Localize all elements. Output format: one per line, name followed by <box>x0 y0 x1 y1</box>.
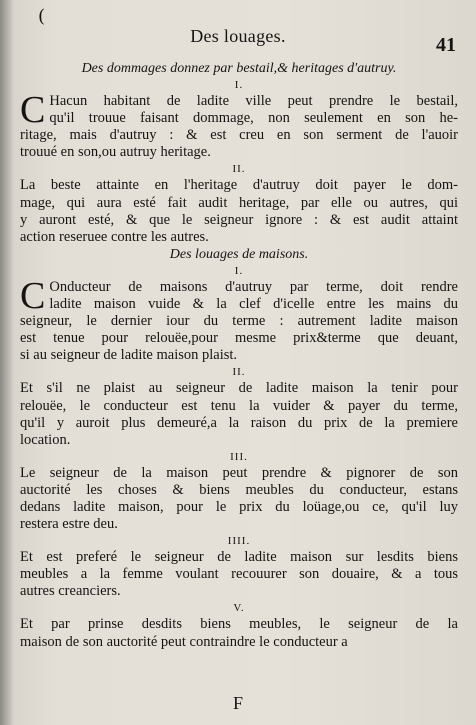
page-number: 41 <box>436 34 456 56</box>
text-line: qu'il trouue faisant dommage, non seulement en son he- <box>49 110 458 127</box>
text-line: Et par prinse desdits biens meubles, le seigneur de la <box>20 616 458 633</box>
running-head: Des louages. <box>190 26 286 46</box>
article-paragraph <box>20 89 458 161</box>
article-paragraph <box>20 274 458 364</box>
text-line: Hacun habitant de ladite ville peut prendre le bestail, <box>49 93 458 110</box>
text-line: qu'il y auroit plus demeuré,a la raison du prix de la premiere <box>20 414 458 431</box>
corner-mark: ( <box>38 6 46 27</box>
article-number: I. <box>234 264 244 277</box>
article-number: IIII. <box>227 535 251 548</box>
text-line: y auront esté, & que le seigneur ignore : & est audit attaint <box>20 211 458 228</box>
drop-cap: C <box>20 89 46 132</box>
text-line: location. <box>20 431 71 448</box>
text-line: auctorité les choses & biens meubles du conducteur, estans <box>20 481 458 498</box>
text-line: Onducteur de maisons d'autruy par terme, doit rendre <box>49 278 458 295</box>
text-line: action reseruee contre les autres. <box>20 228 209 245</box>
article-number: II. <box>232 163 246 176</box>
text-line: autres creanciers. <box>20 583 121 600</box>
section-title: Des louages de maisons. <box>169 246 309 262</box>
article-paragraph <box>20 549 458 600</box>
text-line: ritage, mais d'autruy : & est creu en son serment de l'auoir <box>20 127 458 144</box>
body-text <box>20 60 458 651</box>
article-number: V. <box>233 602 245 615</box>
text-line: meubles a la femme voulant recouurer son douaire, & a tous <box>20 566 458 583</box>
text-line: Et s'il ne plaist au seigneur de ladite maison la tenir pour <box>20 380 458 397</box>
article-paragraph <box>20 616 458 650</box>
signature-mark: F <box>232 693 243 713</box>
article-paragraph <box>20 177 458 245</box>
article-paragraph <box>20 380 458 448</box>
text-line: maison de son auctorité peut contraindre le conducteur a <box>20 633 348 650</box>
article-number: III. <box>230 450 248 463</box>
text-line: Et est preferé le seigneur de ladite maison sur lesdits biens <box>20 549 458 566</box>
text-line: Le seigneur de la maison peut prendre & pignorer de son <box>20 464 458 481</box>
text-line: mage, qui aura esté fait audit heritage, par elle ou autres, qui <box>20 194 458 211</box>
text-line: La beste attainte en l'heritage d'autruy doit payer le dom- <box>20 177 458 194</box>
text-line: dedans ladite maison, pour le prix du loüage,ou ce, qu'il luy <box>20 498 458 515</box>
article-number: I. <box>234 79 244 92</box>
text-line: est tenue pour relouëe,pour mesme prix&terme que deuant, <box>20 330 458 347</box>
text-line: si au seigneur de ladite maison plaist. <box>20 347 238 364</box>
article-number: II. <box>232 366 246 379</box>
text-line: ladite maison vuide & la clef d'icelle entre les mains du <box>49 296 458 313</box>
text-line: restera estre deu. <box>20 516 118 533</box>
section-title: Des dommages donnez par bestail,& heritages d'autruy. <box>81 61 397 76</box>
article-paragraph <box>20 465 458 533</box>
text-line: relouëe, le conducteur est tenu la vuider & payer du terme, <box>20 397 458 414</box>
text-line: trouué en son,ou autruy heritage. <box>20 144 211 161</box>
drop-cap: C <box>20 274 46 317</box>
text-line: seigneur, le dernier iour du terme : autrement ladite maison <box>20 313 458 330</box>
